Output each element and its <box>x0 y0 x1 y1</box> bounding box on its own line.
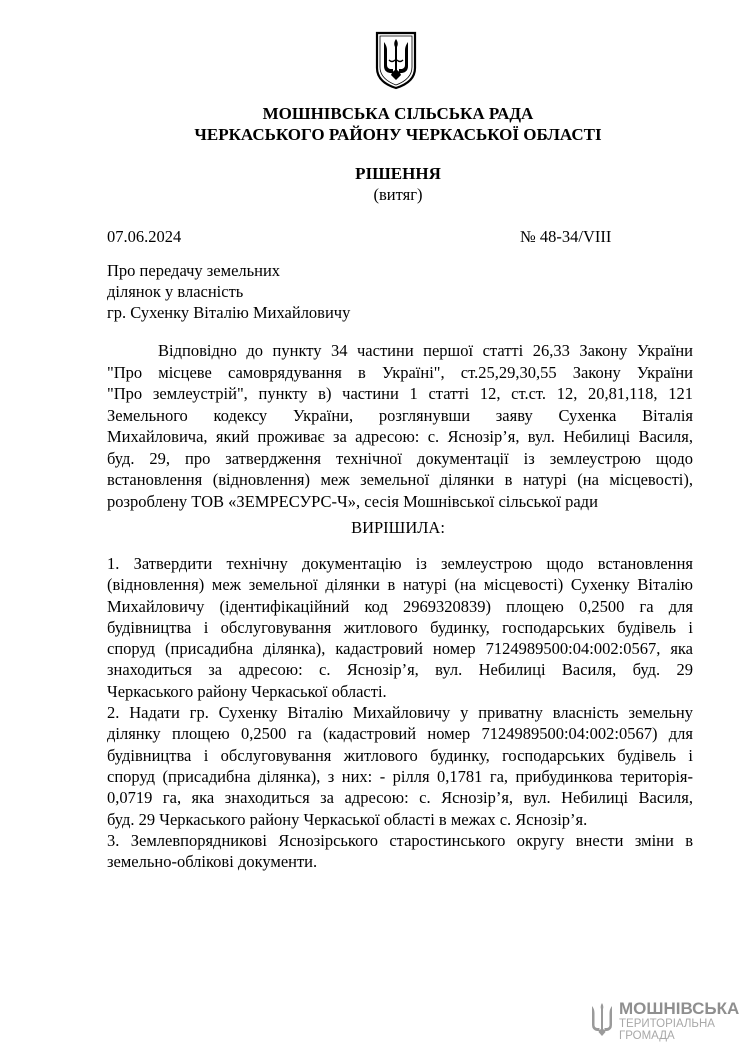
preamble-line: розроблену ТОВ «ЗЕМРЕСУРС-Ч», сесія Мошнівської сільської ради <box>107 491 598 511</box>
decision-date: 07.06.2024 <box>107 227 182 246</box>
council-name: МОШНІВСЬКА СІЛЬСЬКА РАДА <box>262 104 534 123</box>
decision-number: № 48-34/VIII <box>520 227 612 246</box>
preamble-line: Відповідно до пункту 34 частини першої статті 26,33 Закону України <box>158 341 693 360</box>
item-line: 1. Затвердити технічну документацію із землеустрою щодо встановлення <box>107 554 693 573</box>
community-logo <box>590 999 740 1046</box>
item-line: 3. Землевпорядникові Яснозірського старостинського округу внести зміни в <box>107 830 693 850</box>
trident-coat-of-arms-icon <box>374 30 418 90</box>
trident-logo-icon <box>590 1002 614 1040</box>
item-line: буд. 29 Черкаського району Черкаської області в межах с. Яснозір’я. <box>107 809 588 829</box>
item-line: знаходиться за адресою: с. Яснозір’я, вул. Небилиці Василя, буд. 29 <box>107 660 693 680</box>
item-line: (відновлення) меж земельної ділянки в натурі (на місцевості) Сухенку Віталію <box>107 575 693 595</box>
community-tagline: ГРОМАДА <box>619 1030 675 1042</box>
item-line: споруд (присадибна ділянка), кадастровий номер 7124989500:04:002:0567, яка <box>107 639 693 659</box>
item-line: земельно-облікові документи. <box>107 852 318 872</box>
item-line: будівництва і обслуговування житлового будинку, господарських будівель і <box>107 617 693 637</box>
preamble-line: Михайловича, який проживає за адресою: с. Яснозір’я, вул. Небилиці Василя, <box>107 427 693 446</box>
community-name: МОШНІВСЬКА <box>619 999 740 1018</box>
item-line: ділянку площею 0,2500 га (кадастровий номер 7124989500:04:002:0567) для <box>107 724 693 744</box>
subject-line: гр. Сухенку Віталію Михайловичу <box>107 303 351 322</box>
item-line: 0,0719 га, яка знаходиться за адресою: с. Яснозір’я, вул. Небилиці Василя, <box>107 788 693 808</box>
item-line: Черкаського району Черкаської області. <box>107 681 387 701</box>
decision-subject <box>107 260 350 323</box>
preamble-paragraph <box>107 340 693 512</box>
item-line: 2. Надати гр. Сухенку Віталію Михайловичу у приватну власність земельну <box>107 703 693 723</box>
council-district: ЧЕРКАСЬКОГО РАЙОНУ ЧЕРКАСЬКОЇ ОБЛАСТІ <box>194 125 602 144</box>
preamble-line: Земельного кодексу України, розглянувши заяву Сухенка Віталія <box>107 405 693 425</box>
decision-items <box>107 553 693 872</box>
preamble-line: буд. 29, про затвердження технічної документації із землеустрою щодо <box>107 448 693 468</box>
decision-title: РІШЕННЯ <box>355 164 441 183</box>
decision-subtitle: (витяг) <box>373 185 423 204</box>
subject-line: Про передачу земельних <box>107 261 281 280</box>
subject-line: ділянок у власність <box>107 282 244 301</box>
preamble-line: "Про місцеве самоврядування в Україні", ст.25,29,30,55 Закону України <box>107 362 693 382</box>
preamble-line: "Про землеустрій", пункту в) частини 1 статті 12, ст.ст. 12, 20,81,118, 121 <box>107 384 693 403</box>
community-tagline: ТЕРИТОРІАЛЬНА <box>619 1018 715 1030</box>
item-line: Михайловичу (ідентифікаційний код 2969320839) площею 0,2500 га для <box>107 596 693 616</box>
item-line: споруд (присадибна ділянка), з них: - рілля 0,1781 га, прибудинкова територія- <box>107 766 693 786</box>
item-line: будівництва і обслуговування житлового будинку, господарських будівель і <box>107 745 693 765</box>
resolved-heading: ВИРІШИЛА: <box>351 518 445 537</box>
preamble-line: встановлення (відновлення) меж земельної ділянки в натурі (на місцевості), <box>107 470 693 489</box>
